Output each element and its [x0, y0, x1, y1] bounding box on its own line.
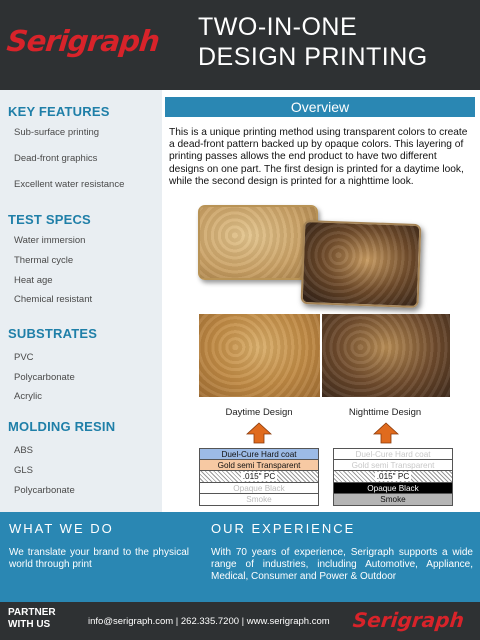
molding-resin-section: [8, 419, 115, 434]
substrate-item: Acrylic: [14, 391, 42, 402]
overview-body: This is a unique printing method using transparent colors to create a dead-front pattern backed up by opaque colors. This layering of printing passes allows the end product to have two different designs on one part. The first design is printed for a daytime look, while the second design is printed for a nighttime look.: [169, 127, 468, 187]
layer-gold-transparent: Gold semi Transparent: [199, 460, 319, 472]
layer-hard-coat: Duel-Cure Hard coat: [333, 448, 453, 460]
layer-opaque-black: Opaque Black: [333, 483, 453, 495]
up-arrow-icon: [246, 422, 272, 444]
partner-line-2: WITH US: [8, 619, 51, 630]
layer-gold-transparent: Gold semi Transparent: [333, 460, 453, 472]
layer-opaque-black: Opaque Black: [199, 483, 319, 495]
nighttime-swatch-image: [322, 314, 450, 397]
key-features-heading: KEY FEATURES: [8, 104, 110, 119]
our-experience-heading: OUR EXPERIENCE: [211, 521, 356, 536]
substrate-item: PVC: [14, 352, 34, 363]
daytime-layer-stack: [199, 448, 319, 506]
test-spec-item: Chemical resistant: [14, 294, 93, 305]
daytime-swatch-image: [199, 314, 320, 397]
layer-pc: .015" PC: [333, 471, 453, 483]
test-specs-section: [8, 212, 91, 227]
nighttime-part-image: [301, 220, 422, 308]
key-features-section: [8, 104, 110, 119]
page-title: [198, 12, 428, 72]
title-line-2: DESIGN PRINTING: [198, 43, 428, 71]
title-line-1: TWO-IN-ONE: [198, 13, 358, 41]
resin-item: ABS: [14, 445, 34, 456]
serigraph-logo: Serigraph: [5, 24, 161, 58]
nighttime-layer-stack: [333, 448, 453, 506]
feature-item: Dead-front graphics: [14, 153, 98, 164]
nighttime-caption: Nighttime Design: [348, 407, 422, 418]
layer-smoke: Smoke: [333, 494, 453, 506]
our-experience-text: With 70 years of experience, Serigraph supports a wide range of industries, including Automotive, Appliance, Medical, Consumer and Power & Outdoor: [211, 547, 473, 582]
substrates-heading: SUBSTRATES: [8, 326, 98, 341]
partner-line-1: PARTNER: [8, 607, 56, 618]
layer-hard-coat: Duel-Cure Hard coat: [199, 448, 319, 460]
test-spec-item: Water immersion: [14, 235, 86, 246]
daytime-part-image: [198, 205, 318, 280]
molding-resin-heading: MOLDING RESIN: [8, 419, 116, 434]
partner-with-us: [8, 607, 56, 631]
resin-item: Polycarbonate: [14, 485, 75, 496]
what-we-do-heading: WHAT WE DO: [9, 521, 114, 536]
layer-pc: .015" PC: [199, 471, 319, 483]
what-we-do-text: We translate your brand to the physical world through print: [9, 547, 189, 570]
layer-smoke: Smoke: [199, 494, 319, 506]
test-spec-item: Heat age: [14, 275, 53, 286]
substrates-section: [8, 326, 97, 341]
up-arrow-icon: [373, 422, 399, 444]
substrate-item: Polycarbonate: [14, 372, 75, 383]
feature-item: Excellent water resistance: [14, 179, 125, 190]
resin-item: GLS: [14, 465, 34, 476]
daytime-caption: Daytime Design: [225, 407, 293, 418]
contact-info: info@serigraph.com | 262.335.7200 | www.serigraph.com: [88, 616, 330, 627]
footer-logo: Serigraph: [351, 608, 466, 632]
test-specs-heading: TEST SPECS: [8, 212, 91, 227]
overview-heading: Overview: [165, 97, 475, 117]
test-spec-item: Thermal cycle: [14, 255, 74, 266]
feature-item: Sub-surface printing: [14, 127, 100, 138]
